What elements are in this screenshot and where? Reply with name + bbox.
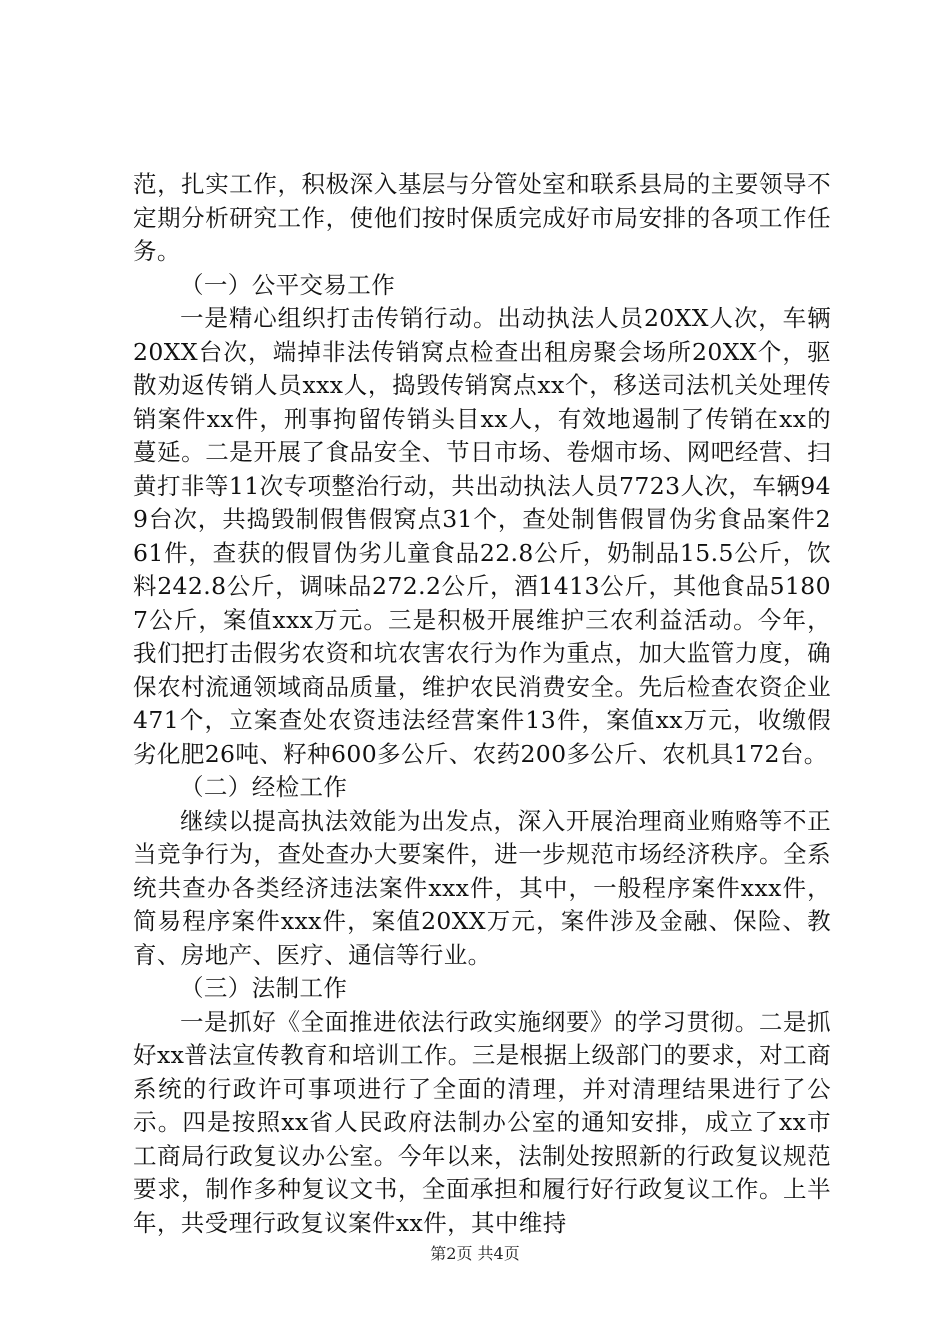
section-heading-fair-trade: （一）公平交易工作 [180, 270, 396, 299]
section-heading-legal: （三）法制工作 [180, 974, 348, 1002]
paragraph-fair-trade: 一是精心组织打击传销行动。出动执法人员20XX人次，车辆20XX台次，端掉非法传销窝点检查出租房聚会场所20XX个，驱散劝返传销人员xxx人，捣毁传销窝点xx个，移送司法机关处理传销案件xx件，刑事拘留传销头目xx人，有效地遏制了传销在xx的蔓延。二是开展了食品安全、节日市场、卷烟市场、网吧经营、扫黄打非等11次专项整治行动，共出动执法人员7723人次，车辆949台次，共捣毁制假售假窝点31个，查处制售假冒伪劣食品案件261件，查获的假冒伪劣儿童食品22.8公斤，奶制品15.5公斤，饮料242.8公斤，调味品272.2公斤，酒1413公斤，其他食品51807公斤，案值xxx万元。三是积极开展维护三农利益活动。今年，我们把打击假劣农资和坑农害农行为作为重点，加大监管力度，确保农村流通领域商品质量，维护农民消费安全。先后检查农资企业471个，立案查处农资违法经营案件13件，案值xx万元，收缴假劣化肥26吨、籽种600多公斤、农药200多公斤、农机具172台。 [133, 304, 831, 768]
document-body [133, 168, 831, 1240]
page-footer: 第2页 共4页 [430, 1244, 520, 1263]
paragraph-legal: 一是抓好《全面推进依法行政实施纲要》的学习贯彻。二是抓好xx普法宣传教育和培训工作。三是根据上级部门的要求，对工商系统的行政许可事项进行了全面的清理，并对清理结果进行了公示。四是按照xx省人民政府法制办公室的通知安排，成立了xx市工商局行政复议办公室。今年以来，法制处按照新的行政复议规范要求，制作多种复议文书，全面承担和履行好行政复议工作。上半年，共受理行政复议案件xx件，其中维持 [133, 1007, 831, 1237]
paragraph-continuation: 范，扎实工作，积极深入基层与分管处室和联系县局的主要领导不定期分析研究工作，使他们按时保质完成好市局安排的各项工作任务。 [133, 170, 831, 265]
paragraph-economic-inspection: 继续以提高执法效能为出发点，深入开展治理商业贿赂等不正当竞争行为，查处查办大要案件，进一步规范市场经济秩序。全系统共查办各类经济违法案件xxx件，其中，一般程序案件xxx件，简易程序案件xxx件，案值20XX万元，案件涉及金融、保险、教育、房地产、医疗、通信等行业。 [133, 806, 831, 969]
section-heading-economic-inspection: （二）经检工作 [180, 773, 348, 801]
